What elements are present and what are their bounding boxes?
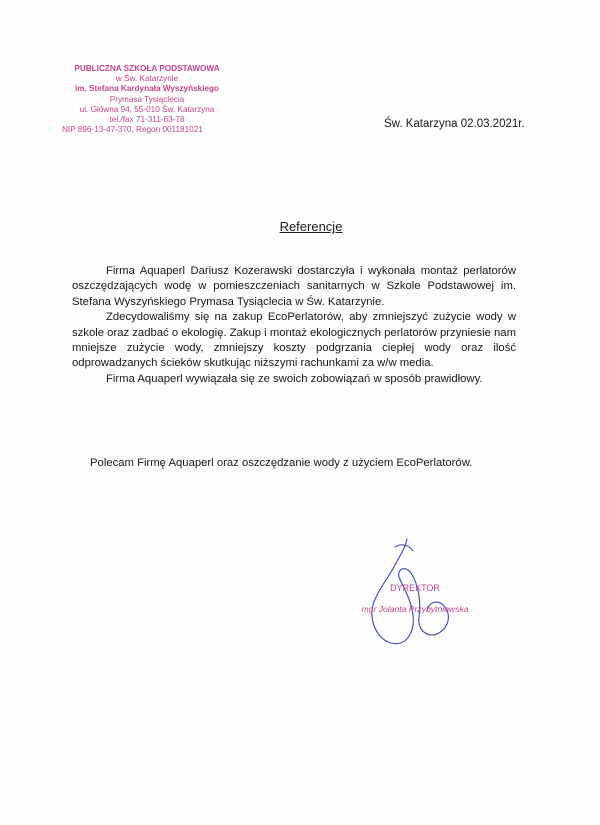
school-stamp bbox=[62, 64, 232, 135]
letter-body bbox=[72, 264, 516, 387]
body-paragraph-1: Firma Aquaperl Dariusz Kozerawski dostarczyła i wykonała montaż perlatorów oszczędzających wodę w pomieszczeniach sanitarnych w Szkole Podstawowej im. Stefana Wyszyńskiego Prymasa Tysiąclecia w Św. Katarzynie. bbox=[72, 265, 516, 308]
body-paragraph-2: Zdecydowaliśmy się na zakup EcoPerlatorów, aby zmniejszyć zużycie wody w szkole oraz zadbać o ekologię. Zakup i montaż ekologicznych perlatorów przyniesie nam mniejsze zużycie wody, zmniejszy koszty podgrzania ciepłej wody oraz ilość odprowadzanych ścieków skutkując niższymi rachunkami za w/w media. bbox=[72, 311, 516, 370]
director-name: mgr Jolanta Przybytniowska bbox=[361, 604, 469, 614]
director-stamp bbox=[330, 578, 500, 620]
director-role: DYREKTOR bbox=[390, 583, 440, 593]
body-paragraph-3: Firma Aquaperl wywiązała się ze swoich zobowiązań w sposób prawidłowy. bbox=[106, 372, 483, 385]
letter-title: Referencje bbox=[279, 219, 343, 234]
stamp-phone: tel./fax 71-311-63-78 bbox=[109, 115, 185, 125]
letter-date: Św. Katarzyna 02.03.2021r. bbox=[384, 118, 525, 130]
recommendation-line: Polecam Firmę Aquaperl oraz oszczędzanie wody z użyciem EcoPerlatorów. bbox=[90, 457, 473, 469]
page-footnote-mark: · · · bbox=[497, 803, 517, 809]
stamp-patron: im. Stefana Kardynała Wyszyńskiego bbox=[74, 84, 220, 94]
stamp-school-name: PUBLICZNA SZKOŁA PODSTAWOWA bbox=[74, 64, 220, 73]
stamp-location: w Św. Katarzynie bbox=[115, 74, 179, 84]
stamp-nip-regon: NIP 896-13-47-370, Regon 001181021 bbox=[62, 125, 203, 135]
stamp-patron-title: Prymasa Tysiąclecia bbox=[109, 94, 185, 104]
stamp-address: ul. Główna 94, 55-010 Św. Katarzyna bbox=[79, 104, 215, 114]
